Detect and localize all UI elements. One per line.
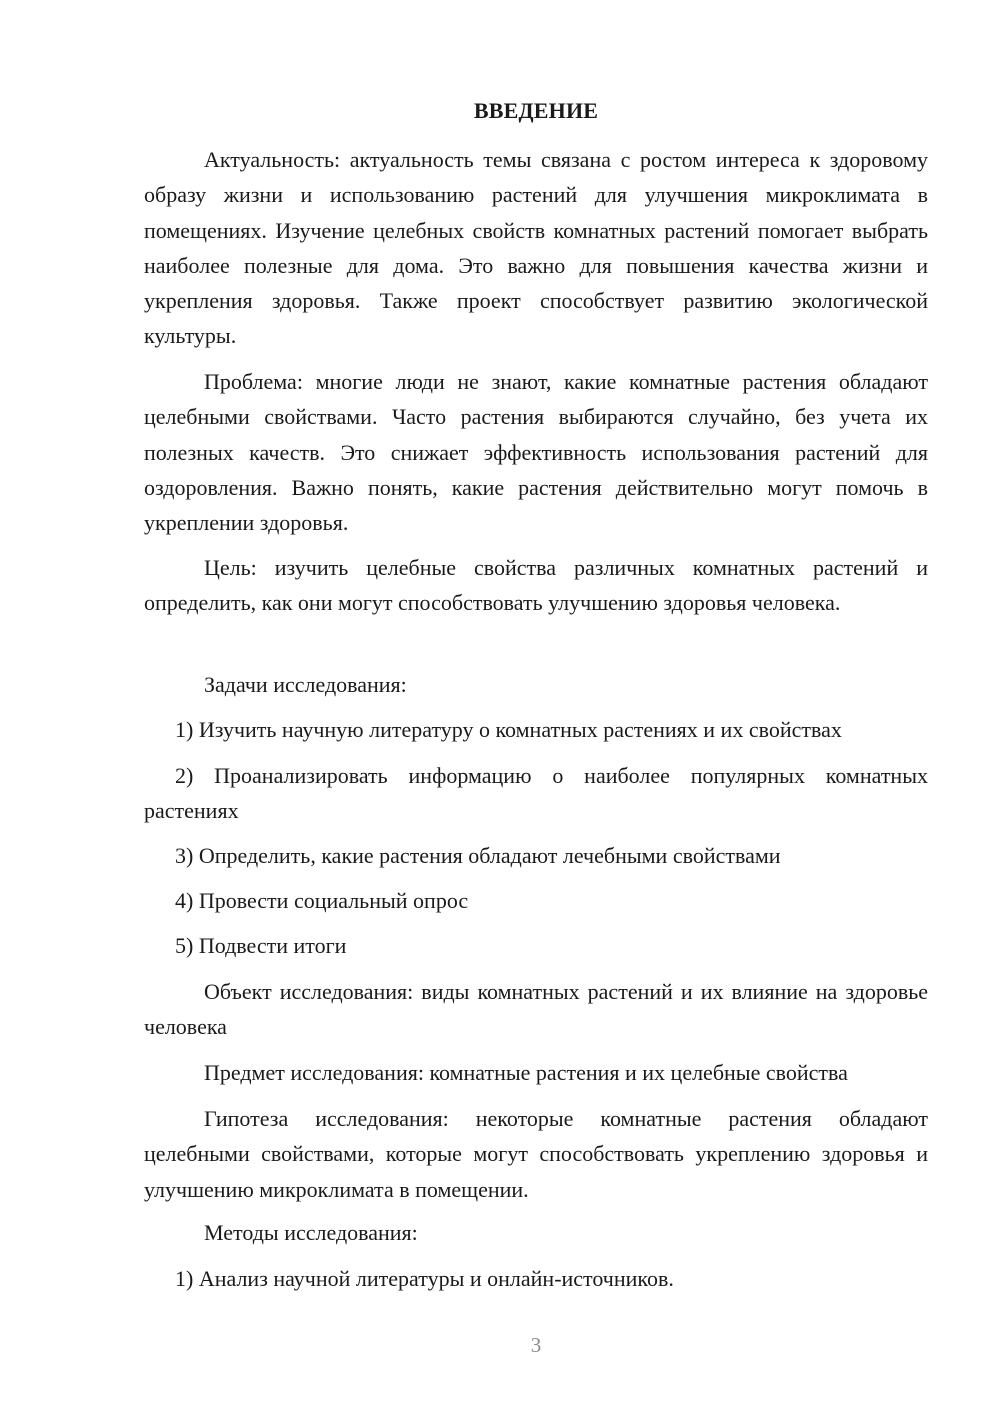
methods-heading: Методы исследования:: [204, 1220, 418, 1245]
task-item-1: 1) Изучить научную литературу о комнатных растениях и их свойствах: [175, 717, 842, 742]
task-item-2: 2) Проанализировать информацию о наиболее популярных комнатных растениях: [144, 763, 928, 824]
method-item-1: 1) Анализ научной литературы и онлайн-источников.: [175, 1266, 674, 1291]
task-item-5: 5) Подвести итоги: [175, 933, 347, 958]
relevance-paragraph: Актуальность: актуальность темы связана с ростом интереса к здоровому образу жизни и использованию растений для улучшения микроклимата в помещениях. Изучение целебных свойств комнатных растений помогает выбрать наиболее полезные для дома. Это важно для повышения качества жизни и укрепления здоровья. Также проект способствует развитию экологической культуры.: [144, 147, 928, 349]
subject-paragraph: Предмет исследования: комнатные растения и их целебные свойства: [204, 1060, 848, 1085]
goal-paragraph: Цель: изучить целебные свойства различных комнатных растений и определить, как они могут способствовать улучшению здоровья человека.: [144, 555, 928, 616]
tasks-heading: Задачи исследования:: [204, 672, 407, 697]
section-title: ВВЕДЕНИЕ: [473, 98, 599, 123]
hypothesis-paragraph: Гипотеза исследования: некоторые комнатные растения обладают целебными свойствами, которые могут способствовать укреплению здоровья и улучшению микроклимата в помещении.: [144, 1106, 928, 1202]
object-paragraph: Объект исследования: виды комнатных растений и их влияние на здоровье человека: [144, 979, 928, 1040]
problem-paragraph: Проблема: многие люди не знают, какие комнатные растения обладают целебными свойствами. Часто растения выбираются случайно, без учета их полезных качеств. Это снижает эффективность использования растений для оздоровления. Важно понять, какие растения действительно могут помочь в укреплении здоровья.: [144, 369, 928, 536]
task-item-3: 3) Определить, какие растения обладают лечебными свойствами: [175, 843, 781, 868]
page-number: 3: [530, 1333, 542, 1357]
task-item-4: 4) Провести социальный опрос: [175, 888, 469, 913]
